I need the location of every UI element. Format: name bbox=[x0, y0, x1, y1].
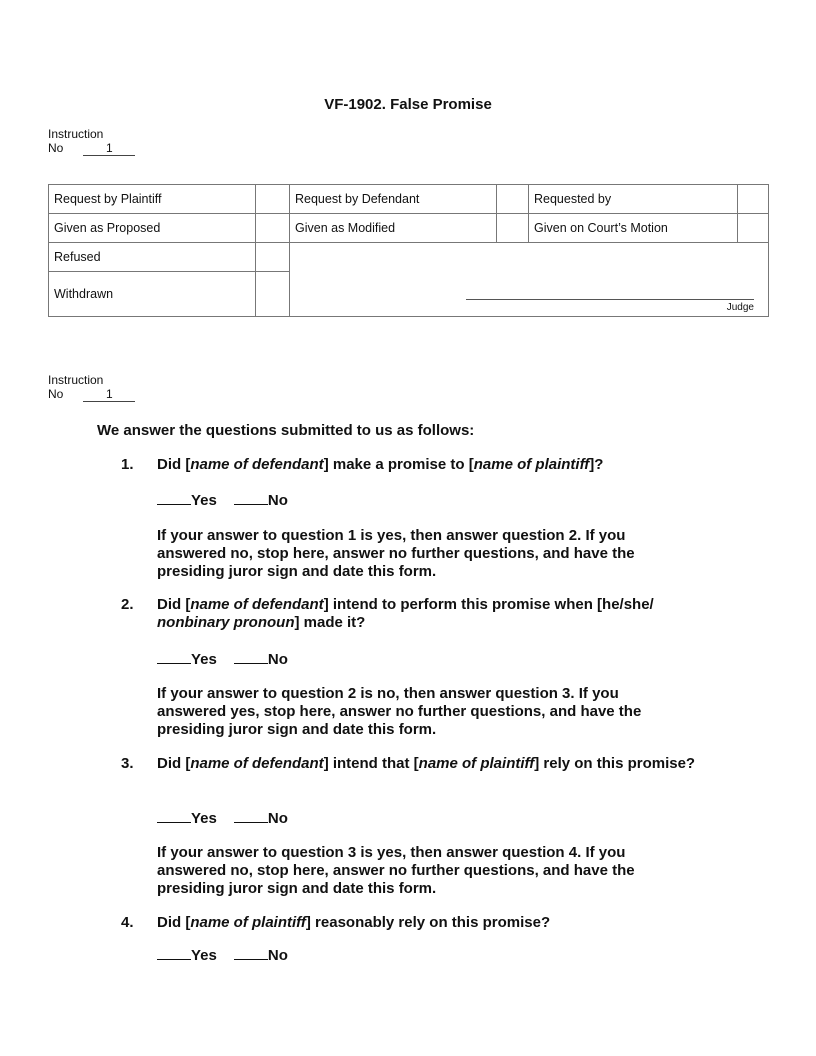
given-as-proposed-box[interactable] bbox=[256, 214, 290, 243]
followup-instruction: If your answer to question 2 is no, then answer question 3. If you answered yes, stop here, answer no further questions, and have the presiding juror sign and date this form. bbox=[157, 685, 642, 738]
request-by-defendant-label: Request by Defendant bbox=[290, 185, 497, 214]
yes-answer-blank[interactable] bbox=[157, 650, 191, 664]
yes-no-answer bbox=[157, 650, 717, 669]
question-text-part: ] intend to perform this promise when [he/she/ bbox=[323, 596, 654, 613]
placeholder-text: name of defendant bbox=[190, 755, 324, 772]
request-by-defendant-box[interactable] bbox=[497, 185, 529, 214]
yes-label: Yes bbox=[191, 810, 217, 827]
no-label: No bbox=[267, 651, 288, 668]
yes-label: Yes bbox=[191, 492, 217, 509]
no-label: No bbox=[48, 141, 64, 155]
question-text-part: Did [ bbox=[157, 456, 191, 473]
question-text bbox=[157, 596, 717, 632]
followup-instruction: If your answer to question 3 is yes, then answer question 4. If you answered no, stop here, answer no further questions, and have the presiding juror sign and date this form. bbox=[157, 844, 635, 897]
yes-label: Yes bbox=[191, 947, 217, 964]
placeholder-text: name of defendant bbox=[190, 456, 324, 473]
question-text-part: ] make a promise to [ bbox=[323, 456, 474, 473]
no-label: No bbox=[267, 947, 288, 964]
question-number: 2. bbox=[121, 596, 134, 613]
withdrawn-box[interactable] bbox=[256, 272, 290, 317]
refused-label: Refused bbox=[49, 243, 256, 272]
request-by-plaintiff-label: Request by Plaintiff bbox=[49, 185, 256, 214]
requested-by-box[interactable] bbox=[738, 185, 769, 214]
yes-no-answer bbox=[157, 946, 717, 965]
judge-signature-area bbox=[290, 243, 769, 317]
page-title: VF-1902. False Promise bbox=[324, 96, 492, 113]
question-text bbox=[157, 456, 717, 474]
placeholder-text: name of plaintiff bbox=[473, 456, 590, 473]
no-answer-blank[interactable] bbox=[234, 946, 268, 960]
requested-by-label: Requested by bbox=[529, 185, 738, 214]
instruction-number-block bbox=[48, 127, 135, 156]
withdrawn-label: Withdrawn bbox=[49, 272, 256, 317]
question-text-part: ] intend that [ bbox=[323, 755, 419, 772]
yes-answer-blank[interactable] bbox=[157, 809, 191, 823]
yes-answer-blank[interactable] bbox=[157, 491, 191, 505]
no-label: No bbox=[48, 387, 64, 401]
intro-text: We answer the questions submitted to us as follows: bbox=[97, 422, 475, 439]
no-label: No bbox=[267, 492, 288, 509]
placeholder-text: nonbinary pronoun bbox=[157, 614, 295, 631]
placeholder-text: name of plaintiff bbox=[418, 755, 535, 772]
question-number: 3. bbox=[121, 755, 134, 772]
instruction-label: Instruction bbox=[48, 127, 104, 141]
given-on-courts-motion-label: Given on Court’s Motion bbox=[529, 214, 738, 243]
given-as-modified-box[interactable] bbox=[497, 214, 529, 243]
judge-signature-line[interactable] bbox=[466, 299, 754, 300]
followup-instruction: If your answer to question 1 is yes, then answer question 2. If you answered no, stop here, answer no further questions, and have the presiding juror sign and date this form. bbox=[157, 527, 635, 580]
question-text-part: ] made it? bbox=[294, 614, 366, 631]
question-text-part: Did [ bbox=[157, 914, 191, 931]
given-as-modified-label: Given as Modified bbox=[290, 214, 497, 243]
question-text-part: ] reasonably rely on this promise? bbox=[305, 914, 551, 931]
placeholder-text: name of plaintiff bbox=[190, 914, 306, 931]
no-answer-blank[interactable] bbox=[234, 491, 268, 505]
yes-no-answer bbox=[157, 809, 717, 828]
given-on-courts-motion-box[interactable] bbox=[738, 214, 769, 243]
yes-no-answer bbox=[157, 491, 717, 510]
placeholder-text: name of defendant bbox=[190, 596, 324, 613]
question-text bbox=[157, 755, 717, 773]
instruction-number-block-2 bbox=[48, 373, 135, 402]
judge-label: Judge bbox=[726, 302, 754, 313]
instruction-status-table bbox=[48, 184, 769, 317]
request-by-plaintiff-box[interactable] bbox=[256, 185, 290, 214]
no-answer-blank[interactable] bbox=[234, 650, 268, 664]
refused-box[interactable] bbox=[256, 243, 290, 272]
instruction-label: Instruction bbox=[48, 373, 104, 387]
question-text-part: ]? bbox=[589, 456, 604, 473]
question-number: 4. bbox=[121, 914, 134, 931]
question-text-part: Did [ bbox=[157, 596, 191, 613]
question-text-part: Did [ bbox=[157, 755, 191, 772]
question-number: 1. bbox=[121, 456, 134, 473]
no-label: No bbox=[267, 810, 288, 827]
yes-label: Yes bbox=[191, 651, 217, 668]
question-text bbox=[157, 914, 717, 932]
question-text-part: ] rely on this promise? bbox=[534, 755, 696, 772]
no-answer-blank[interactable] bbox=[234, 809, 268, 823]
given-as-proposed-label: Given as Proposed bbox=[49, 214, 256, 243]
yes-answer-blank[interactable] bbox=[157, 946, 191, 960]
instruction-number: 1 bbox=[83, 388, 135, 402]
instruction-number: 1 bbox=[83, 142, 135, 156]
